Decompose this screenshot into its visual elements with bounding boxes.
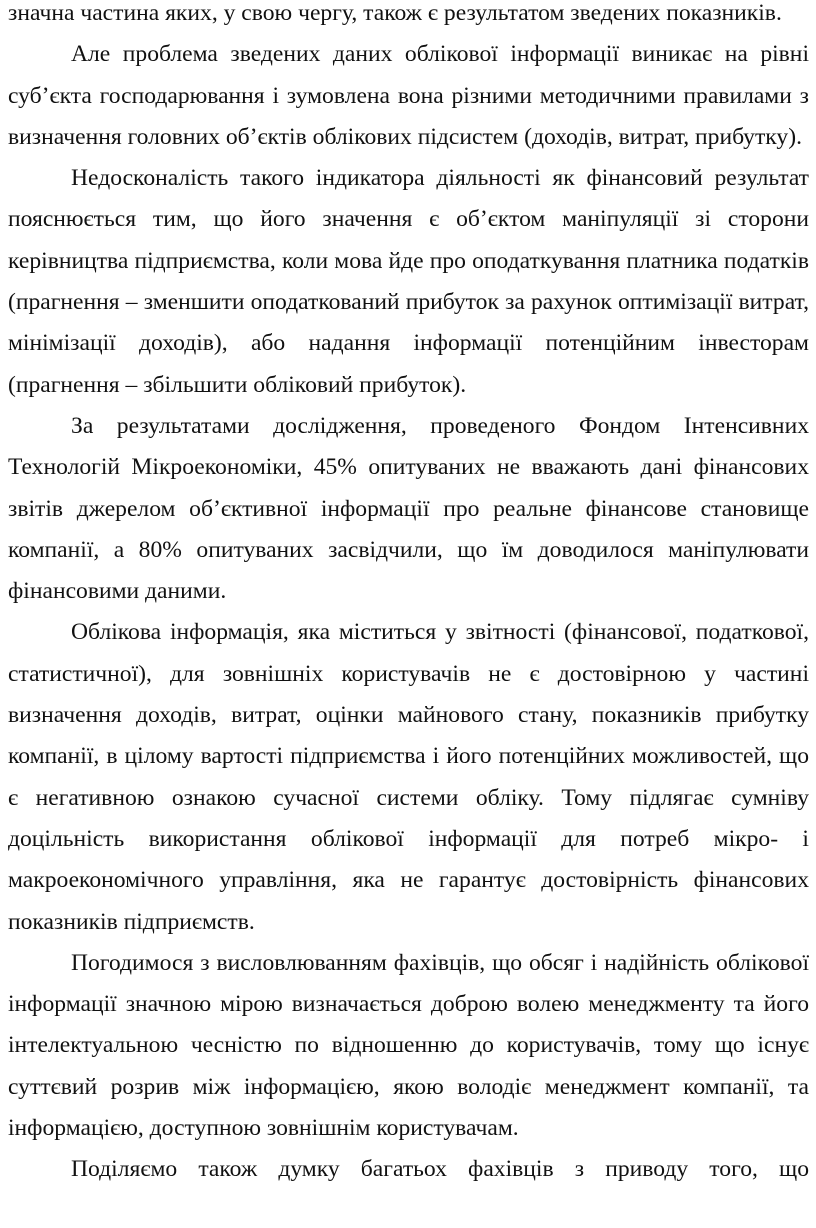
paragraph-continuation: значна частина яких, у свою чергу, також є результатом зведених показників. (8, 0, 782, 26)
paragraph-research-results: За результатами дослідження, проведеного Фондом Інтенсивних Технологій Мікроекономіки, 45% опитуваних не вважають дані фінансових звітів джерелом об’єктивної інформації про реальне фінансове становище компанії, а 80% опитуваних засвідчили, що їм доводилося маніпулювати фінансовими даними. (8, 412, 809, 605)
document-page (8, 0, 809, 1191)
paragraph-financial-result-indicator: Недосконалість такого індикатора діяльності як фінансовий результат пояснюється тим, що його значення є об’єктом маніпуляції зі сторони керівництва підприємства, коли мова йде про оподаткування платника податків (прагнення – зменшити оподаткований прибуток за рахунок оптимізації витрат, мінімізації доходів), або надання інформації потенційним інвесторам (прагнення – збільшити обліковий прибуток). (8, 165, 809, 398)
paragraph-management-goodwill: Погодимося з висловлюванням фахівців, що обсяг і надійність облікової інформації значною мірою визначається доброю волею менеджменту та його інтелектуальною чесністю по відношенню до користувачів, тому що існує суттєвий розрив між інформацією, якою володіє менеджмент компанії, та інформацією, доступною зовнішнім користувачам. (8, 949, 809, 1142)
paragraph-experts-opinion: Поділяємо також думку багатьох фахівців з приводу того, що (71, 1156, 809, 1183)
paragraph-reporting-reliability: Облікова інформація, яка міститься у звітності (фінансової, податкової, статистичної), для зовнішніх користувачів не є достовірною у частині визначення доходів, витрат, оцінки майнового стану, показників прибутку компанії, в цілому вартості підприємства і його потенційних можливостей, що є негативною ознакою сучасної системи обліку. Тому підлягає сумніву доцільність використання облікової інформації для потреб мікро- і макроекономічного управління, яка не гарантує достовірність фінансових показників підприємств. (8, 619, 809, 935)
paragraph-aggregated-data-problem: Але проблема зведених даних облікової інформації виникає на рівні суб’єкта господарювання і зумовлена вона різними методичними правилами з визначення головних об’єктів облікових підсистем (доходів, витрат, прибутку). (8, 41, 809, 150)
